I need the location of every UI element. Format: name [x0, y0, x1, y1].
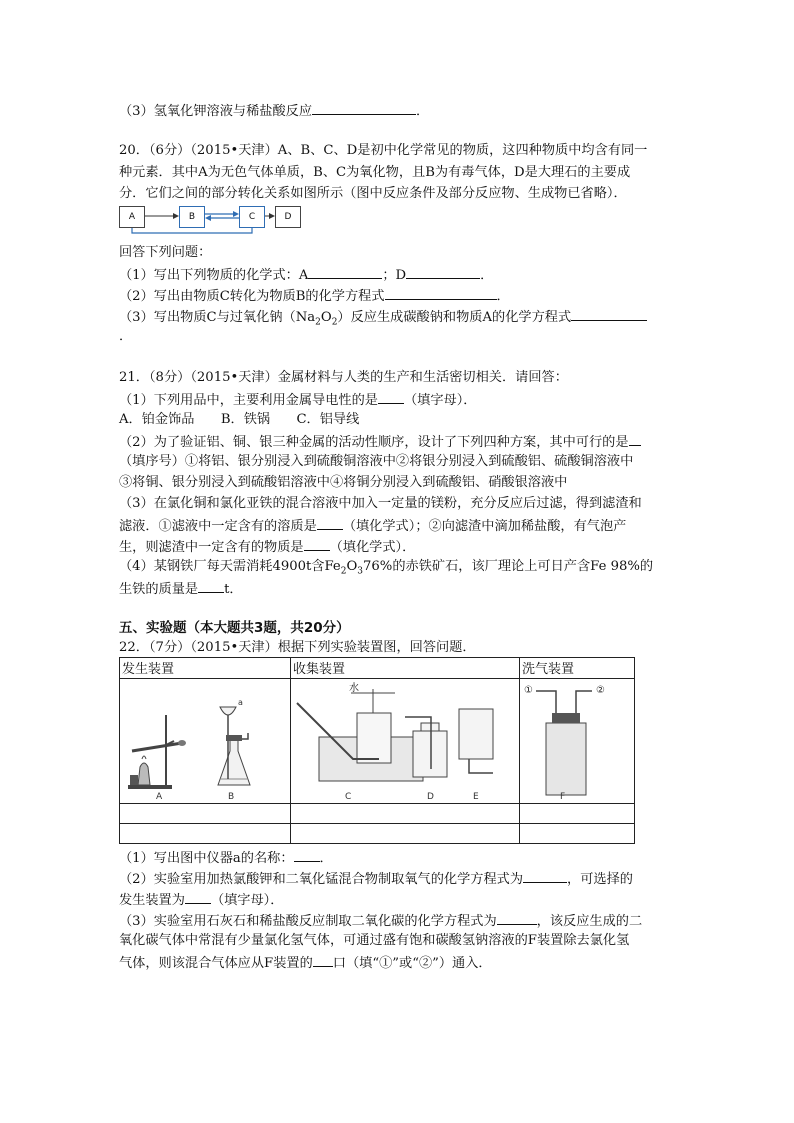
generation-apparatus-drawing	[122, 679, 288, 803]
svg-text:a: a	[238, 698, 243, 707]
q21-part2-line2: （填序号）①将铝、银分别浸入到硫酸铜溶液中②将银分别浸入到硫酸铝、硫酸铜溶液中	[119, 454, 634, 469]
q21-part4-line2: 生铁的质量是 t．	[119, 578, 243, 600]
answer-blank[interactable]	[385, 285, 497, 300]
q20-stem-line1: 20．（6分）（2015•天津）A、B、C、D是初中化学常见的物质，这四种物质中均含有同一	[119, 143, 648, 158]
generation-apparatus-cell	[120, 679, 291, 804]
q22-part1: （1）写出图中仪器a的名称： ．	[119, 847, 333, 869]
q22-part3-line2: 氧化碳气体中常混有少量氯化氢气体，可通过盛有饱和碳酸氢钠溶液的F装置除去氯化氢	[119, 933, 630, 948]
blank-cell[interactable]	[120, 804, 291, 824]
blank-cell[interactable]	[291, 804, 520, 824]
section-title: 五、实验题（本大题共3题，共20分）	[119, 620, 350, 636]
collection-apparatus-drawing	[293, 679, 517, 803]
q22-stem: 22．（7分）（2015•天津）根据下列实验装置图，回答问题．	[119, 640, 476, 655]
answer-blank[interactable]	[629, 431, 641, 446]
q21-stem: 21．（8分）（2015•天津）金属材料与人类的生产和生活密切相关．请回答：	[119, 370, 568, 385]
label-e: E	[473, 792, 479, 802]
port-2-label: ②	[596, 685, 605, 696]
q22-part3-line1: （3）实验室用石灰石和稀盐酸反应制取二氧化碳的化学方程式为 ，该反应生成的二	[119, 910, 642, 932]
answer-blank[interactable]	[317, 515, 343, 530]
label-water: 水	[349, 683, 359, 694]
q19-part3: （3）氢氧化钾溶液与稀盐酸反应 ．	[119, 100, 429, 122]
answer-blank[interactable]	[312, 100, 416, 115]
q21-part3-line1: （3）在氯化铜和氯化亚铁的混合溶液中加入一定量的镁粉，充分反应后过滤，得到滤渣和	[119, 496, 642, 511]
washing-apparatus-cell	[520, 679, 635, 804]
label-f: F	[560, 792, 566, 802]
q20-part3: （3）写出物质C与过氧化钠$(Na_2O_2)$反应生成碳酸钠和物质A的化学方程式	[119, 306, 647, 333]
q20-part3-end: ．	[119, 329, 133, 344]
q20-stem-line3: 分．它们之间的部分转化关系如图所示（图中反应条件及部分反应物、生成物已省略）．	[119, 186, 627, 201]
answer-blank[interactable]	[571, 306, 647, 321]
header-generation: 发生装置	[120, 658, 291, 679]
substance-b-box: B	[179, 206, 205, 228]
blank-cell[interactable]	[120, 824, 291, 844]
header-collection: 收集装置	[291, 658, 520, 679]
q21-part4-line1: （4）某钢铁厂每天需消耗4900t含$Fe_2O_376\%$的赤铁矿石，该厂理论上可日产含Fe 98%的	[119, 559, 654, 577]
blank-cell[interactable]	[291, 824, 520, 844]
conversion-arrows	[119, 206, 299, 236]
blank-cell[interactable]	[520, 804, 635, 824]
q21-part2-line1: （2）为了验证铝、铜、银三种金属的活动性顺序，设计了下列四种方案，其中可行的是	[119, 431, 641, 453]
q21-part3-line3: 生，则滤渣中一定含有的物质是 （填化学式）．	[119, 536, 415, 558]
q20-stem-line2: 种元素．其中A为无色气体单质，B、C为氧化物，且B为有毒气体，D是大理石的主要成	[119, 165, 631, 180]
q22-part2-line1: （2）实验室用加热氯酸钾和二氧化锰混合物制取氧气的化学方程式为 ，可选择的	[119, 868, 633, 890]
answer-blank[interactable]	[304, 536, 330, 551]
q20-part2: （2）写出由物质C转化为物质B的化学方程式 ．	[119, 285, 510, 307]
q20-part1: （1）写出下列物质的化学式：A ；D ．	[119, 264, 493, 286]
header-washing: 洗气装置	[520, 658, 635, 679]
q20-ask: 回答下列问题：	[119, 245, 212, 260]
substance-d-box: D	[275, 206, 301, 228]
q21-part1: （1）下列用品中，主要利用金属导电性的是 （填字母）．	[119, 389, 476, 411]
collection-apparatus-cell	[291, 679, 520, 804]
label-a: A	[156, 792, 163, 802]
label-c: C	[345, 792, 352, 802]
blank-cell[interactable]	[520, 824, 635, 844]
q22-part3-line3: 气体，则该混合气体应从F装置的 口（填“①”或“②”）通入．	[119, 952, 492, 974]
answer-blank[interactable]	[308, 264, 382, 279]
answer-blank[interactable]	[406, 264, 480, 279]
answer-blank[interactable]	[523, 868, 567, 883]
port-1-label: ①	[524, 685, 533, 696]
washing-apparatus-drawing	[522, 679, 632, 803]
label-d: D	[427, 792, 434, 802]
label-b: B	[228, 792, 235, 802]
answer-blank[interactable]	[313, 952, 333, 967]
answer-blank[interactable]	[294, 847, 320, 862]
apparatus-table	[119, 657, 635, 844]
answer-blank[interactable]	[497, 910, 537, 925]
q21-part2-line3: ③将铜、银分别浸入到硫酸铝溶液中④将铜分别浸入到硫酸铝、硝酸银溶液中	[119, 475, 568, 490]
q21-part3-line2: 滤液．①滤液中一定含有的溶质是 （填化学式）；②向滤渣中滴加稀盐酸，有气泡产	[119, 515, 626, 537]
q22-part2-line2: 发生装置为 （填字母）．	[119, 889, 283, 911]
answer-blank[interactable]	[378, 389, 404, 404]
substance-a-box: A	[119, 206, 145, 228]
answer-blank[interactable]	[198, 578, 224, 593]
substance-c-box: C	[239, 206, 265, 228]
conversion-diagram	[119, 206, 299, 236]
answer-blank[interactable]	[185, 889, 211, 904]
q21-options: A．铂金饰品 B．铁锅 C．铝导线	[119, 412, 360, 427]
